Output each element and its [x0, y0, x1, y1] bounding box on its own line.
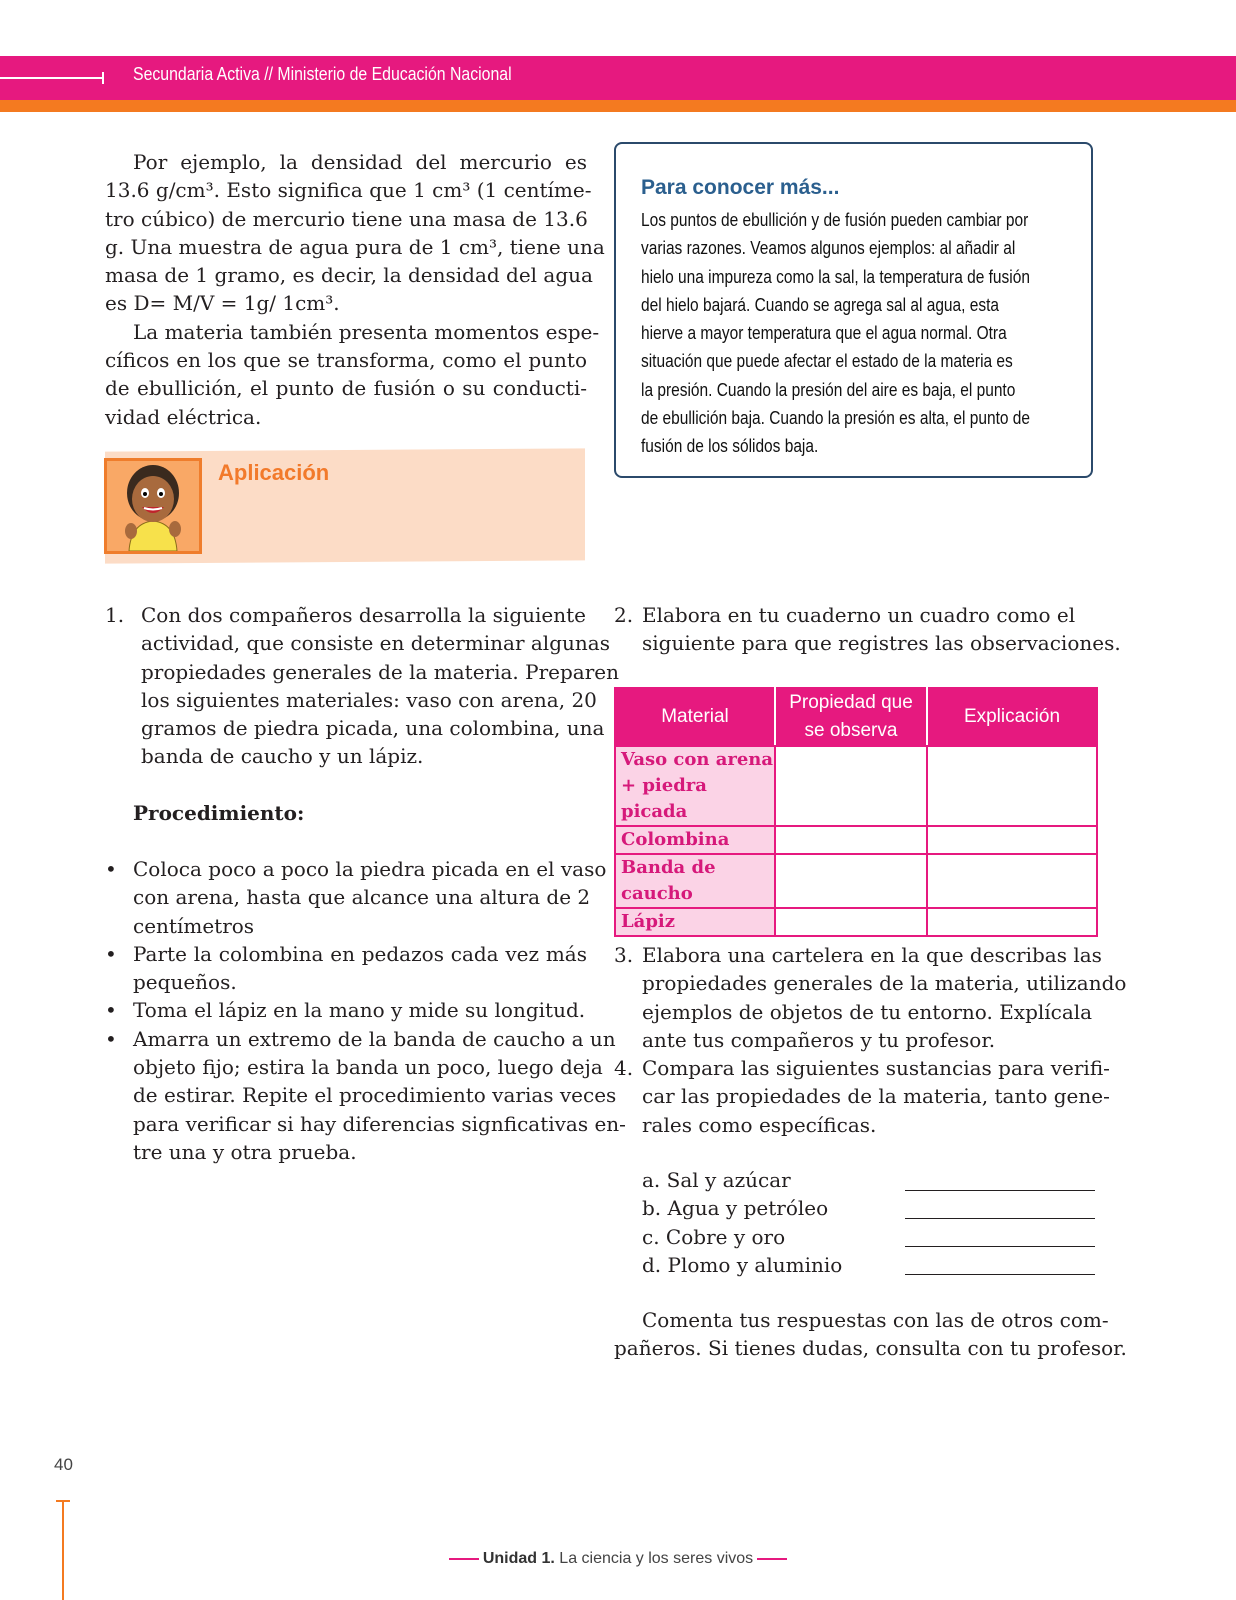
intro-line: La materia también presenta momentos espe- — [133, 319, 600, 344]
table-cell-explanation[interactable] — [927, 854, 1097, 908]
intro-line: cíficos en los que se transforma, como el punto — [105, 348, 587, 373]
table-cell-property[interactable] — [775, 746, 927, 826]
intro-paragraph-1 — [105, 148, 605, 318]
procedure-step — [105, 1025, 626, 1166]
info-line: Los puntos de ebullición y de fusión pueden cambiar por — [641, 210, 1029, 230]
page-number: 40 — [54, 1455, 73, 1474]
table-row — [615, 854, 1097, 908]
student-illustration-icon — [107, 461, 199, 551]
procedure-step — [105, 940, 587, 997]
table-cell-explanation[interactable] — [927, 826, 1097, 854]
unit-label: Unidad 1. — [482, 1550, 555, 1567]
info-body — [641, 206, 1071, 461]
info-line: fusión de los sólidos baja. — [641, 436, 819, 457]
table-cell-material — [615, 746, 775, 826]
material-line: caucho — [621, 883, 693, 904]
bullet-icon: • — [105, 857, 117, 881]
activity-4-line: car las propiedades de la materia, tanto gene- — [642, 1084, 1110, 1109]
table-header-line: Material — [661, 706, 729, 727]
intro-text — [105, 148, 605, 431]
activity-1-line: actividad, que consiste en determinar algunas — [141, 631, 610, 656]
table-cell-material — [615, 908, 775, 936]
table-cell-explanation[interactable] — [927, 746, 1097, 826]
answer-line-a[interactable] — [905, 1190, 1095, 1191]
header-title: Secundaria Activa // Ministerio de Educación Nacional — [133, 64, 512, 84]
procedure-line: con arena, hasta que alcance una altura de 2 — [133, 885, 591, 910]
info-line: del hielo bajará. Cuando se agrega sal al agua, esta — [641, 294, 1000, 315]
activity-3-line: Elabora una cartelera en la que describas las — [642, 943, 1102, 967]
activity-1-line: los siguientes materiales: vaso con arena, 20 — [141, 687, 597, 712]
info-title: Para conocer más... — [641, 176, 840, 199]
table-header-line: se observa — [804, 720, 898, 741]
material-line: Banda de — [621, 857, 716, 878]
activity-4-number: 4. — [614, 1056, 634, 1080]
procedure-step — [105, 855, 607, 940]
table-row — [615, 826, 1097, 854]
intro-line: masa de 1 gramo, es decir, la densidad del agua — [105, 263, 593, 288]
info-line: situación que puede afectar el estado de la materia es — [641, 351, 1013, 372]
comparison-item: a. Sal y azúcar — [642, 1168, 791, 1192]
bullet-icon: • — [105, 1026, 117, 1051]
header-stripe — [0, 100, 1236, 112]
activity-2-text — [642, 601, 1121, 658]
comparison-item: d. Plomo y aluminio — [642, 1252, 843, 1277]
material-line: Vaso con arena — [621, 749, 774, 770]
material-line: Lápiz — [621, 911, 675, 932]
procedure-line: Amarra un extremo de la banda de caucho a un — [133, 1026, 616, 1051]
table-cell-property[interactable] — [775, 826, 927, 854]
activity-2-number: 2. — [614, 603, 634, 627]
comparison-list — [642, 1166, 902, 1279]
activity-1-line: banda de caucho y un lápiz. — [141, 744, 424, 769]
table-cell-explanation[interactable] — [927, 908, 1097, 936]
activity-1-line: propiedades generales de la materia. Preparen — [141, 659, 620, 684]
closing-line: pañeros. Si tienes dudas, consulta con tu profesor. — [614, 1336, 1127, 1361]
procedure-line: objeto fijo; estira la banda un poco, luego deja — [133, 1055, 603, 1080]
procedure-step — [105, 996, 587, 1024]
procedure-line: Parte la colombina en pedazos cada vez más — [133, 941, 587, 966]
observation-table — [614, 687, 1098, 937]
material-line: Colombina — [621, 829, 730, 850]
footer-dash-left — [449, 1558, 479, 1560]
bullet-icon: • — [105, 998, 117, 1023]
footer-unit — [0, 1550, 1236, 1568]
activity-3-line: propiedades generales de la materia, utilizando — [642, 971, 1127, 996]
footer-dash-right — [757, 1558, 787, 1560]
procedure-line: pequeños. — [133, 970, 237, 995]
activity-4-line: Compara las siguientes sustancias para verifi- — [642, 1056, 1110, 1080]
activity-3-text — [642, 941, 1127, 1054]
info-line: la presión. Cuando la presión del aire es baja, el punto — [641, 379, 1016, 400]
activity-1-line: Con dos compañeros desarrolla la siguiente — [141, 603, 586, 627]
activity-2-line: Elabora en tu cuaderno un cuadro como el — [642, 603, 1076, 627]
closing-text — [614, 1306, 1127, 1363]
procedure-title: Procedimiento: — [133, 801, 305, 825]
procedure-line: tre una y otra prueba. — [133, 1139, 357, 1164]
table-row — [615, 746, 1097, 826]
intro-line: es D= M/V = 1g/ 1cm³. — [105, 291, 340, 316]
procedure-line: centímetros — [133, 913, 255, 938]
answer-line-c[interactable] — [905, 1246, 1095, 1247]
table-header-material — [615, 688, 775, 746]
intro-line: de ebullición, el punto de fusión o su conducti- — [105, 376, 587, 401]
material-line: + piedra picada — [621, 775, 707, 822]
activity-2-line: siguiente para que registres las observaciones. — [642, 631, 1121, 656]
procedure-line: Toma el lápiz en la mano y mide su longitud. — [133, 998, 586, 1023]
table-cell-property[interactable] — [775, 908, 927, 936]
activity-3-number: 3. — [614, 943, 634, 967]
unit-title: La ciencia y los seres vivos — [554, 1550, 754, 1567]
comparison-item: c. Cobre y oro — [642, 1224, 786, 1249]
procedure-line: para verificar si hay diferencias signficativas en- — [133, 1111, 626, 1136]
activity-1-text — [141, 601, 620, 771]
table-header-property — [775, 688, 927, 746]
student-avatar — [104, 458, 202, 554]
table-cell-material — [615, 854, 775, 908]
table-header-explanation — [927, 688, 1097, 746]
comparison-item: b. Agua y petróleo — [642, 1196, 829, 1221]
intro-line: vidad eléctrica. — [105, 404, 262, 429]
procedure-line: Coloca poco a poco la piedra picada en el vaso — [133, 857, 607, 881]
header-rule — [0, 77, 104, 79]
footer-tick — [56, 1500, 70, 1502]
intro-line: g. Una muestra de agua pura de 1 cm³, tiene una — [105, 234, 605, 259]
aplicacion-title: Aplicación — [218, 460, 330, 485]
intro-paragraph-2 — [105, 318, 600, 431]
activity-3-line: ante tus compañeros y tu profesor. — [642, 1027, 996, 1052]
answer-line-d[interactable] — [905, 1274, 1095, 1275]
info-line: hierve a mayor temperatura que el agua normal. Otra — [641, 323, 1007, 344]
activity-1-line: gramos de piedra picada, una colombina, una — [141, 716, 605, 741]
answer-line-b[interactable] — [905, 1218, 1095, 1219]
info-line: de ebullición baja. Cuando la presión es alta, el punto de — [641, 408, 1031, 429]
info-line: varias razones. Veamos algunos ejemplos: al añadir al — [641, 238, 1016, 259]
table-cell-property[interactable] — [775, 854, 927, 908]
activity-3-line: ejemplos de objetos de tu entorno. Explícala — [642, 999, 1093, 1024]
closing-line: Comenta tus respuestas con las de otros com- — [642, 1308, 1109, 1332]
activity-1-number: 1. — [105, 603, 125, 627]
intro-line: Por ejemplo, la densidad del mercurio es — [133, 150, 587, 174]
bullet-icon: • — [105, 941, 117, 966]
procedure-line: de estirar. Repite el procedimiento varias veces — [133, 1083, 617, 1108]
activity-4-text — [642, 1054, 1110, 1139]
table-header-line: Propiedad que — [789, 692, 913, 713]
intro-line: 13.6 g/cm³. Esto significa que 1 cm³ (1 centíme- — [105, 178, 592, 203]
table-header-line: Explicación — [963, 706, 1061, 727]
activity-4-line: rales como específicas. — [642, 1112, 877, 1137]
info-line: hielo una impureza como la sal, la temperatura de fusión — [641, 266, 1030, 287]
intro-line: tro cúbico) de mercurio tiene una masa de 13.6 — [105, 206, 588, 231]
table-row — [615, 908, 1097, 936]
procedure-list — [105, 855, 626, 1166]
table-cell-material — [615, 826, 775, 854]
header-tick — [102, 72, 104, 84]
